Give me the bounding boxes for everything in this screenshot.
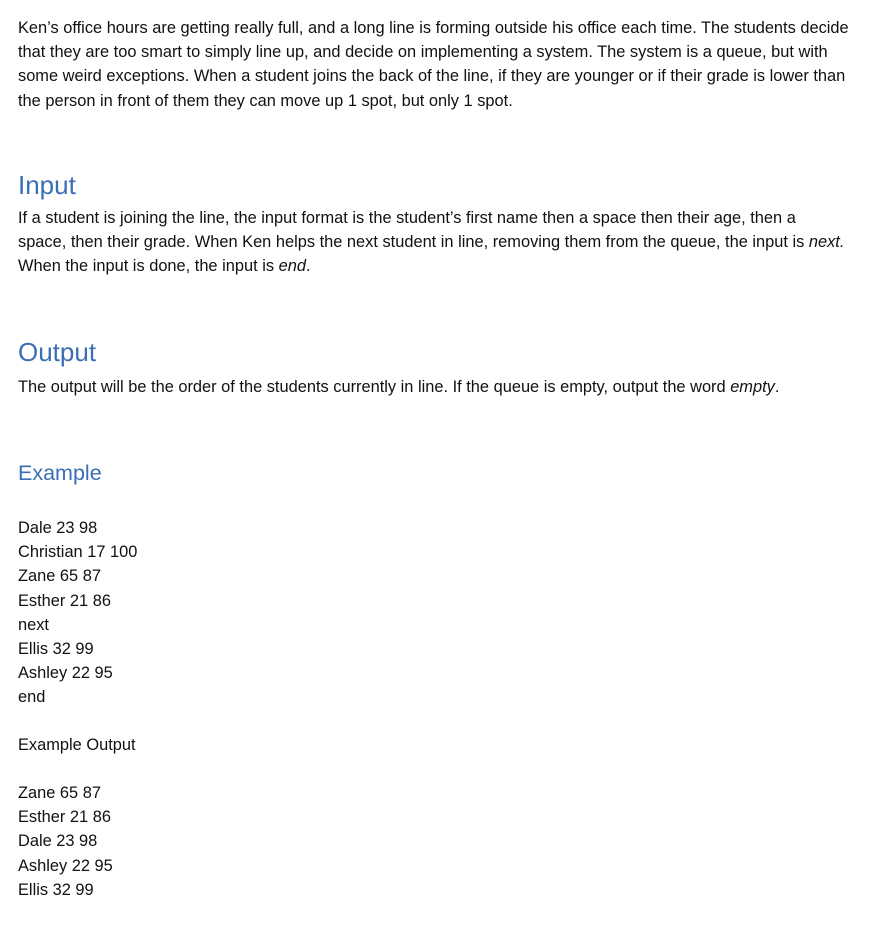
example-input-line: Zane 65 87 (18, 567, 101, 586)
example-input-line: Ashley 22 95 (18, 664, 113, 683)
input-heading: Input (18, 170, 76, 200)
example-input-lines (18, 516, 137, 710)
output-text-part2: . (774, 378, 780, 396)
output-empty-keyword: empty (730, 378, 775, 396)
example-input-line: Ellis 32 99 (18, 640, 94, 659)
input-text-part3: . (305, 257, 311, 276)
example-input-line: Dale 23 98 (18, 519, 98, 537)
output-paragraph (18, 375, 848, 399)
example-output-line: Zane 65 87 (18, 784, 101, 802)
example-output-lines (18, 781, 113, 902)
example-input-line: Esther 21 86 (18, 591, 111, 610)
input-paragraph (18, 206, 848, 279)
example-output-label: Example Output (18, 736, 136, 754)
example-output-line: Esther 21 86 (18, 808, 111, 827)
example-output-line: Ashley 22 95 (18, 856, 113, 875)
example-input-line: Christian 17 100 (18, 543, 138, 562)
example-input-line: end (18, 688, 46, 707)
output-text-part1: The output will be the order of the students currently in line. If the queue is empty, output the word (18, 378, 731, 396)
example-output-line: Ellis 32 99 (18, 880, 94, 899)
example-heading: Example (18, 461, 102, 485)
input-text-part1: If a student is joining the line, the input format is the student’s first name then a space then their age, then a space, then their grade. When Ken helps the next student in line, removing them from the queue, the input is (18, 209, 809, 252)
input-next-keyword: next. (808, 233, 845, 252)
output-heading: Output (18, 337, 97, 367)
intro-paragraph: Ken’s office hours are getting really full, and a long line is forming outside his office each time. The students decide that they are too smart to simply line up, and decide on implementing a system. The system is a queue, but with some weird exceptions. When a student joins the back of the line, if they are younger or if their grade is lower than the person in front of them they can move up 1 spot, but only 1 spot. (18, 19, 849, 110)
input-end-keyword: end (278, 257, 306, 276)
example-output-line: Dale 23 98 (18, 832, 98, 851)
example-input-line: next (18, 615, 49, 634)
input-text-part2: When the input is done, the input is (18, 257, 279, 276)
